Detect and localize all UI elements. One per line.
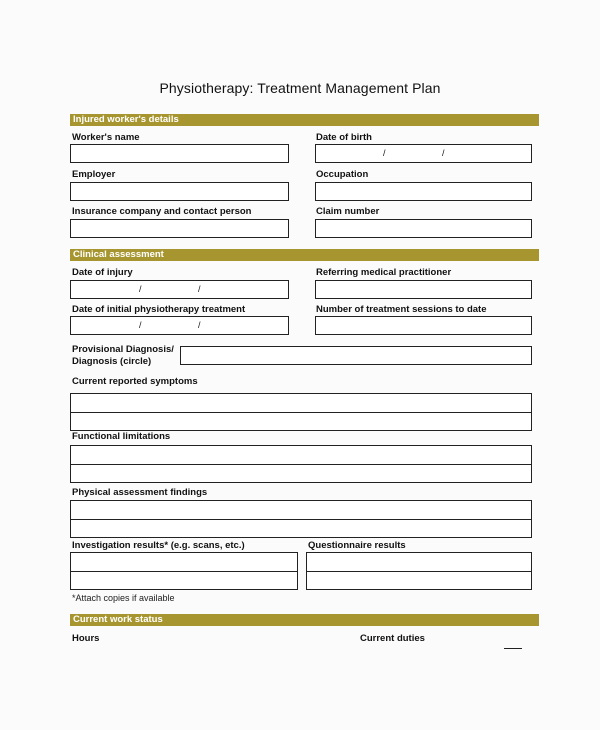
attach-note: *Attach copies if available bbox=[72, 593, 175, 603]
date-of-birth-field[interactable] bbox=[315, 144, 532, 163]
workers-name-label: Worker's name bbox=[72, 132, 140, 143]
date-separator: / bbox=[198, 284, 201, 294]
section-header-clinical: Clinical assessment bbox=[70, 249, 539, 261]
provisional-diagnosis-field[interactable] bbox=[180, 346, 532, 365]
provisional-diagnosis-label: Provisional Diagnosis/ Diagnosis (circle) bbox=[72, 344, 174, 367]
field-edge bbox=[504, 648, 522, 649]
claim-number-field[interactable] bbox=[315, 219, 532, 238]
date-initial-treatment-field[interactable] bbox=[70, 316, 289, 335]
investigation-results-field[interactable] bbox=[70, 552, 298, 590]
row-divider bbox=[71, 464, 531, 465]
section-header-injured-worker: Injured worker's details bbox=[70, 114, 539, 126]
date-separator: / bbox=[442, 148, 445, 158]
row-divider bbox=[71, 571, 297, 572]
date-separator: / bbox=[139, 284, 142, 294]
employer-label: Employer bbox=[72, 169, 116, 180]
date-separator: / bbox=[383, 148, 386, 158]
questionnaire-results-label: Questionnaire results bbox=[308, 540, 406, 551]
date-of-injury-field[interactable] bbox=[70, 280, 289, 299]
insurance-label: Insurance company and contact person bbox=[72, 206, 252, 217]
date-separator: / bbox=[139, 320, 142, 330]
occupation-field[interactable] bbox=[315, 182, 532, 201]
functional-limitations-field[interactable] bbox=[70, 445, 532, 483]
row-divider bbox=[307, 571, 531, 572]
date-initial-treatment-label: Date of initial physiotherapy treatment bbox=[72, 304, 246, 315]
treatment-sessions-field[interactable] bbox=[315, 316, 532, 335]
current-duties-label: Current duties bbox=[360, 633, 425, 644]
claim-number-label: Claim number bbox=[316, 206, 380, 217]
row-divider bbox=[71, 412, 531, 413]
employer-field[interactable] bbox=[70, 182, 289, 201]
date-of-injury-label: Date of injury bbox=[72, 267, 133, 278]
hours-label: Hours bbox=[72, 633, 100, 644]
physical-findings-field[interactable] bbox=[70, 500, 532, 538]
date-of-birth-label: Date of birth bbox=[316, 132, 372, 143]
investigation-results-label: Investigation results* (e.g. scans, etc.) bbox=[72, 540, 245, 551]
workers-name-field[interactable] bbox=[70, 144, 289, 163]
symptoms-label: Current reported symptoms bbox=[72, 376, 198, 387]
physical-findings-label: Physical assessment findings bbox=[72, 487, 208, 498]
occupation-label: Occupation bbox=[316, 169, 369, 180]
referring-practitioner-field[interactable] bbox=[315, 280, 532, 299]
treatment-sessions-label: Number of treatment sessions to date bbox=[316, 304, 487, 315]
form-title: Physiotherapy: Treatment Management Plan bbox=[159, 80, 441, 96]
questionnaire-results-field[interactable] bbox=[306, 552, 532, 590]
section-header-work-status: Current work status bbox=[70, 614, 539, 626]
functional-limitations-label: Functional limitations bbox=[72, 431, 171, 442]
symptoms-field[interactable] bbox=[70, 393, 532, 431]
row-divider bbox=[71, 519, 531, 520]
referring-practitioner-label: Referring medical practitioner bbox=[316, 267, 452, 278]
date-separator: / bbox=[198, 320, 201, 330]
insurance-field[interactable] bbox=[70, 219, 289, 238]
